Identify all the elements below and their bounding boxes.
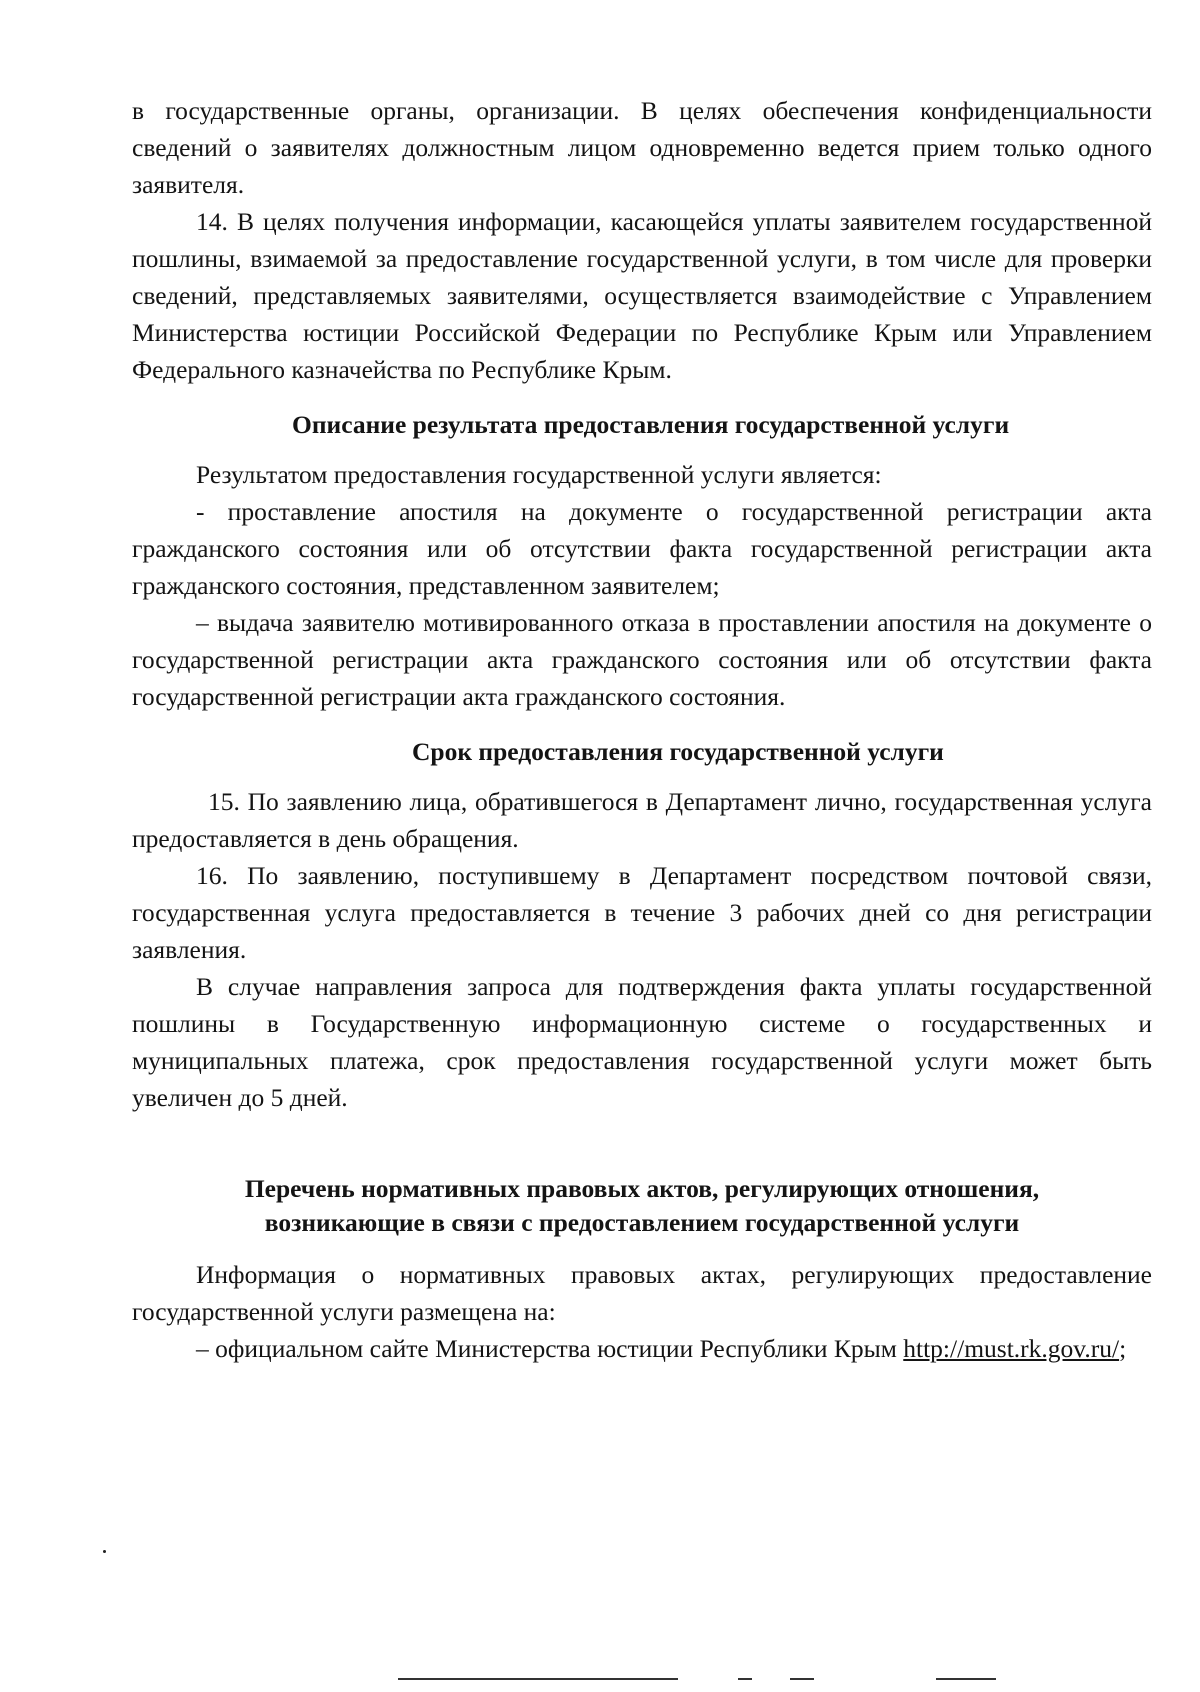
footer-scan-line: [398, 1678, 678, 1680]
ministry-website-link[interactable]: http://must.rk.gov.ru/: [903, 1334, 1120, 1363]
footer-scan-dash: [936, 1678, 996, 1680]
paragraph-16: 16. По заявлению, поступившему в Департамент посредством почтовой связи, государственная услуга предоставляется в течение 3 рабочих дней со дня регистрации заявления.: [132, 861, 1152, 964]
document-body: [132, 92, 1152, 1367]
link-suffix: ;: [1119, 1334, 1127, 1363]
scan-dot-mark: [103, 1550, 106, 1553]
paragraph-14: 14. В целях получения информации, касающейся уплаты заявителем государственной пошлины, взимаемой за предоставление государственной услуги, в том числе для проверки сведений, представляемых заявителями, осуществляется взаимодействие с Управлением Министерства юстиции Российской Федерации по Республике Крым или Управлением Федерального казначейства по Республике Крым.: [132, 207, 1152, 384]
heading-result-description: Описание результата предоставления государственной услуги: [292, 410, 1010, 439]
paragraph-official-site: [132, 1330, 1152, 1367]
paragraph-result-intro: Результатом предоставления государственной услуги является:: [196, 460, 882, 489]
paragraph-result-refusal: – выдача заявителю мотивированного отказа в проставлении апостиля на документе о государственной регистрации акта гражданского состояния или об отсутствии факта государственной регистрации акта гражданского состояния.: [132, 608, 1152, 711]
official-site-text: – официальном сайте Министерства юстиции Республики Крым: [196, 1334, 904, 1363]
heading-legal-acts-line1: Перечень нормативных правовых актов, регулирующих отношения,: [244, 1174, 1040, 1203]
paragraph-continuation: в государственные органы, организации. В целях обеспечения конфиденциальности сведений о заявителях должностным лицом одновременно ведется прием только одного заявителя.: [132, 96, 1152, 199]
paragraph-15: 15. По заявлению лица, обратившегося в Департамент лично, государственная услуга предоставляется в день обращения.: [132, 787, 1152, 853]
footer-scan-dash: [790, 1678, 814, 1680]
heading-legal-acts: [132, 1172, 1152, 1240]
paragraph-term-extension: В случае направления запроса для подтверждения факта уплаты государственной пошлины в Государственную информационную системе о государственных и муниципальных платежа, срок предоставления государственной услуги может быть увеличен до 5 дней.: [132, 972, 1152, 1112]
heading-legal-acts-line2: возникающие в связи с предоставлением государственной услуги: [264, 1208, 1020, 1237]
footer-scan-dash: [738, 1678, 752, 1680]
paragraph-result-apostille: - проставление апостиля на документе о государственной регистрации акта гражданского состояния или об отсутствии факта государственной регистрации акта гражданского состояния, представленном заявителем;: [132, 497, 1152, 600]
paragraph-acts-info: Информация о нормативных правовых актах, регулирующих предоставление государственной услуги размещена на:: [132, 1260, 1152, 1326]
heading-service-term: Срок предоставления государственной услуги: [412, 737, 944, 766]
